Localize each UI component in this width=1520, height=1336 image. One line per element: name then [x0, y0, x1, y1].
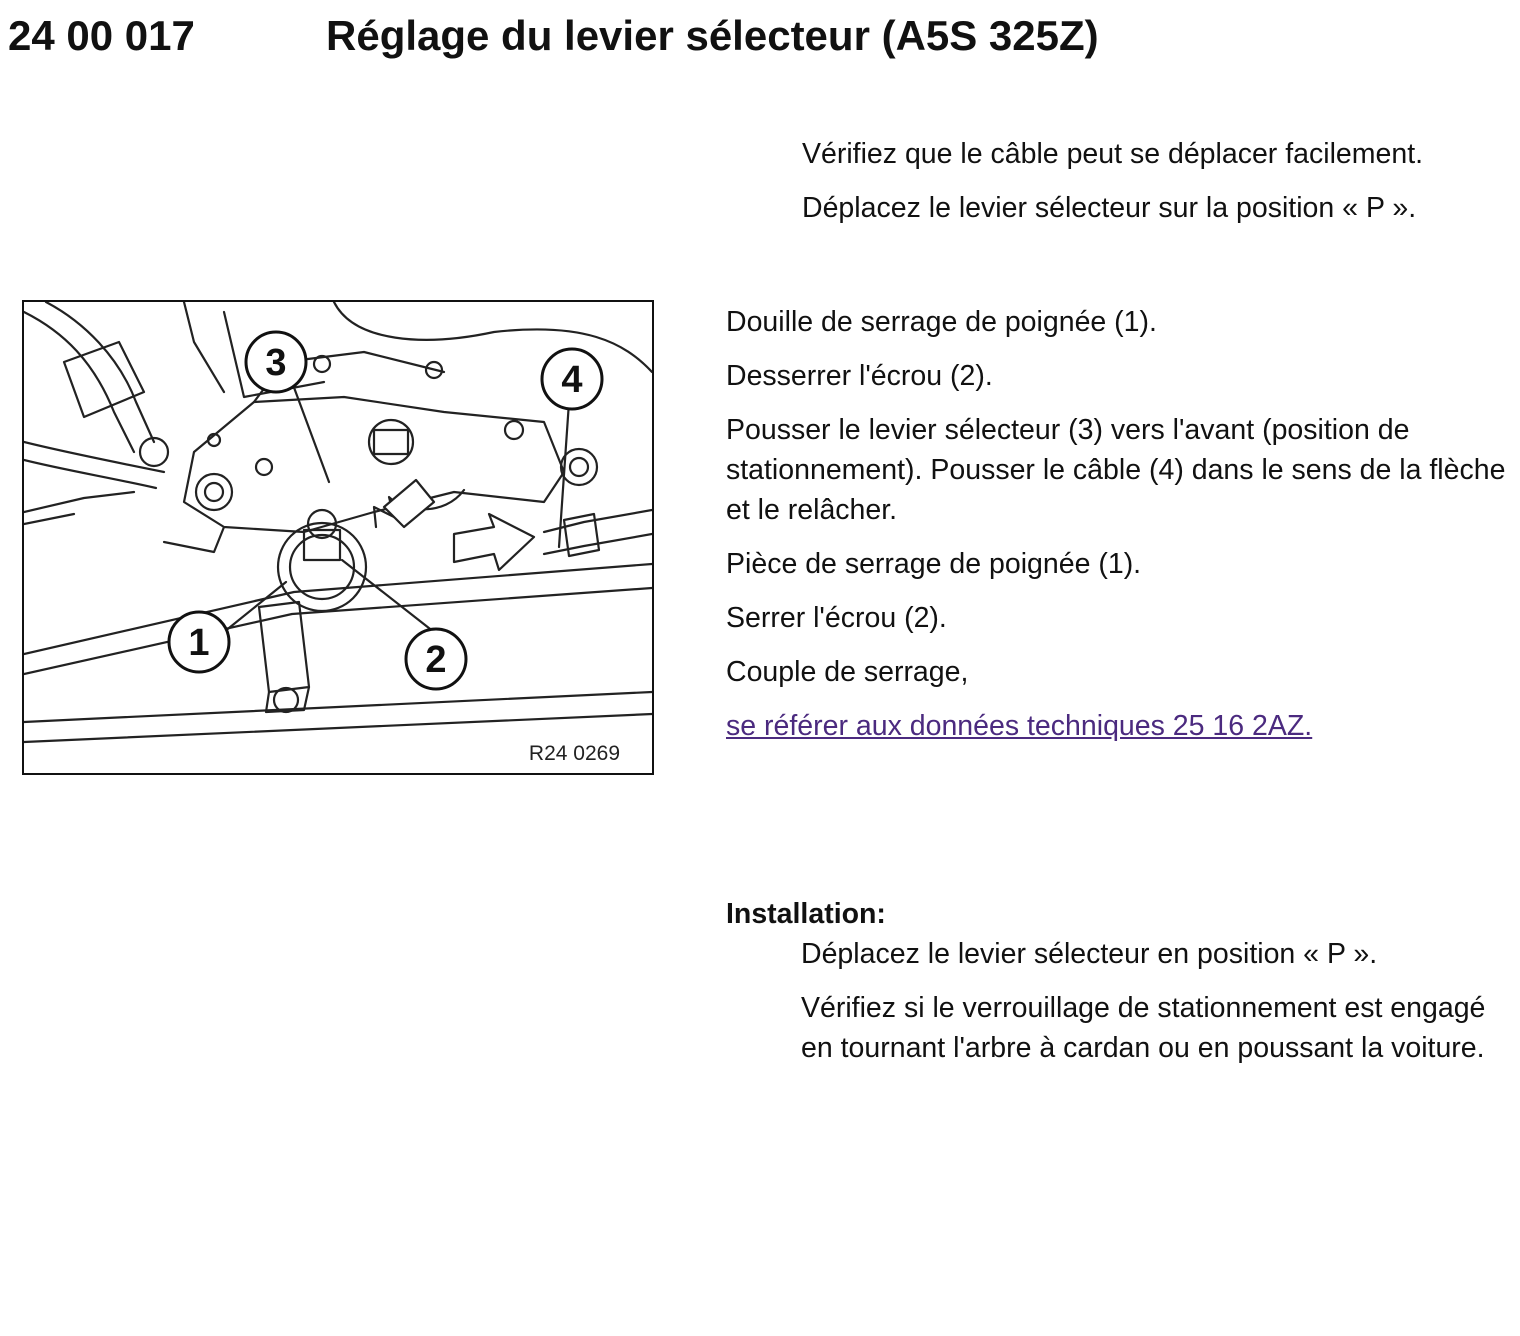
- callout-2: 2: [425, 639, 447, 681]
- intro-line: Vérifiez que le câble peut se déplacer facilement.: [802, 138, 1424, 170]
- callout-1: 1: [188, 622, 210, 664]
- procedure-step: Pousser le levier sélecteur (3) vers l'avant (position de stationnement). Pousser le câble (4) dans le sens de la flèche et le relâcher.: [726, 414, 1506, 526]
- intro-line: Déplacez le levier sélecteur sur la position « P ».: [802, 192, 1417, 224]
- technical-illustration: [22, 300, 654, 775]
- installation-step: Déplacez le levier sélecteur en position « P ».: [801, 938, 1378, 970]
- procedure-step: Douille de serrage de poignée (1).: [726, 306, 1157, 338]
- procedure-step: Couple de serrage,: [726, 656, 969, 688]
- page-title: Réglage du levier sélecteur (A5S 325Z): [326, 12, 1099, 59]
- procedure-step: Serrer l'écrou (2).: [726, 602, 947, 634]
- installation-heading: Installation:: [726, 898, 886, 930]
- procedure-step: Pièce de serrage de poignée (1).: [726, 548, 1142, 580]
- callout-3: 3: [265, 342, 287, 384]
- page-header: [8, 10, 1508, 62]
- callout-4: 4: [561, 359, 583, 401]
- document-number: 24 00 017: [8, 12, 195, 59]
- technical-data-link[interactable]: se référer aux données techniques 25 16 2AZ.: [726, 710, 1313, 742]
- figure-reference: R24 0269: [528, 742, 620, 765]
- installation-step: Vérifiez si le verrouillage de stationnement est engagé en tournant l'arbre à cardan ou en poussant la voiture.: [801, 992, 1486, 1064]
- procedure-step: Desserrer l'écrou (2).: [726, 360, 993, 392]
